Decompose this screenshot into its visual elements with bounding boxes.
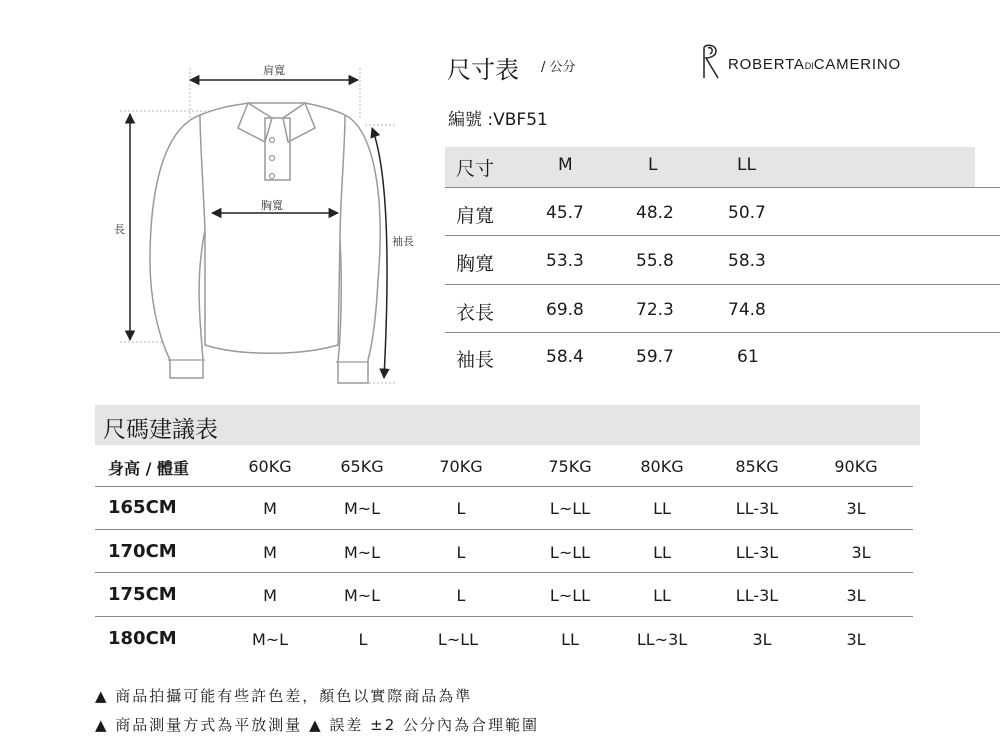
shirt-measurement-diagram [0, 0, 440, 400]
cell-value: 61 [737, 347, 759, 367]
table-cell: L~LL [549, 499, 591, 518]
table-cell: M~L [343, 543, 381, 562]
cell-value: 50.7 [728, 203, 766, 223]
height-165: 165CM [108, 497, 177, 518]
note-color-difference: ▲ 商品拍攝可能有些許色差，顏色以實際商品為準 [95, 687, 473, 705]
cell-value: 59.7 [636, 347, 674, 367]
cell-value: 72.3 [636, 300, 674, 320]
brand-name-tail: CAMERINO [813, 56, 901, 73]
recommendation-header-bg [95, 405, 920, 445]
height-180: 180CM [108, 628, 177, 649]
table-cell: LL [653, 499, 671, 518]
table-cell: LL [561, 630, 579, 649]
table-cell: L [456, 586, 466, 605]
height-175: 175CM [108, 584, 177, 605]
table-cell: L [358, 630, 368, 649]
table-cell: 3L [846, 630, 866, 649]
weight-col: 80KG [640, 457, 684, 476]
table-cell: L~LL [437, 630, 479, 649]
row-label-length: 衣長 [456, 302, 495, 324]
cell-value: 74.8 [728, 300, 766, 320]
row-divider [95, 572, 913, 573]
table-cell: 3L [846, 586, 866, 605]
row-divider [95, 486, 913, 487]
row-divider [445, 187, 1000, 188]
model-number: 編號 :VBF51 [448, 110, 548, 130]
weight-col: 70KG [439, 457, 483, 476]
shoulder-label: 肩寬 [263, 64, 285, 77]
row-label-chest: 胸寬 [456, 253, 495, 275]
sleeve-label: 袖長 [392, 235, 414, 248]
table-cell: L~LL [549, 586, 591, 605]
table-cell: M~L [343, 586, 381, 605]
cell-value: 55.8 [636, 251, 674, 271]
row-divider [95, 529, 913, 530]
cell-value: 48.2 [636, 203, 674, 223]
size-table-header-bg [445, 147, 975, 187]
table-cell: M [263, 543, 277, 562]
note-measurement-error: ▲ 商品測量方式為平放測量 ▲ 誤差 ±2 公分內為合理範圍 [95, 716, 540, 734]
table-cell: 3L [851, 543, 871, 562]
brand-emblem-icon [698, 42, 724, 82]
cell-value: 58.4 [546, 347, 584, 367]
row-divider [445, 284, 1000, 285]
table-cell: LL-3L [735, 499, 779, 518]
cell-value: 45.7 [546, 203, 584, 223]
height-weight-header: 身高 / 體重 [108, 459, 189, 478]
weight-col: 90KG [834, 457, 878, 476]
shirt-outline [150, 103, 380, 383]
weight-col: 75KG [548, 457, 592, 476]
weight-col: 65KG [340, 457, 384, 476]
table-cell: LL [653, 586, 671, 605]
size-col-m: M [558, 155, 573, 175]
table-cell: M~L [343, 499, 381, 518]
size-col-l: L [648, 155, 658, 175]
weight-col: 85KG [735, 457, 779, 476]
height-170: 170CM [108, 541, 177, 562]
brand-name: ROBERTA [728, 56, 805, 73]
size-header-label: 尺寸 [456, 158, 495, 180]
table-cell: M [263, 586, 277, 605]
table-cell: LL-3L [735, 543, 779, 562]
row-label-sleeve: 袖長 [456, 349, 495, 371]
table-cell: M [263, 499, 277, 518]
row-label-shoulder: 肩寬 [456, 205, 495, 227]
table-cell: LL~3L [636, 630, 688, 649]
table-cell: LL-3L [735, 586, 779, 605]
table-cell: LL [653, 543, 671, 562]
chest-label: 胸寬 [261, 199, 283, 212]
weight-col: 60KG [248, 457, 292, 476]
brand-di: DI [804, 61, 814, 71]
brand-logo [698, 42, 901, 82]
cell-value: 69.8 [546, 300, 584, 320]
table-cell: M~L [251, 630, 289, 649]
row-divider [95, 616, 913, 617]
table-cell: L [456, 543, 466, 562]
table-cell: 3L [846, 499, 866, 518]
table-cell: L~LL [549, 543, 591, 562]
length-label: 長 [114, 223, 125, 236]
recommendation-title: 尺碼建議表 [103, 417, 218, 443]
row-divider [445, 235, 1000, 236]
unit-label: / 公分 [541, 60, 576, 75]
page-title: 尺寸表 [447, 56, 519, 84]
cell-value: 58.3 [728, 251, 766, 271]
table-cell: 3L [752, 630, 772, 649]
cell-value: 53.3 [546, 251, 584, 271]
table-cell: L [456, 499, 466, 518]
size-col-ll: LL [737, 155, 756, 175]
row-divider [445, 332, 1000, 333]
